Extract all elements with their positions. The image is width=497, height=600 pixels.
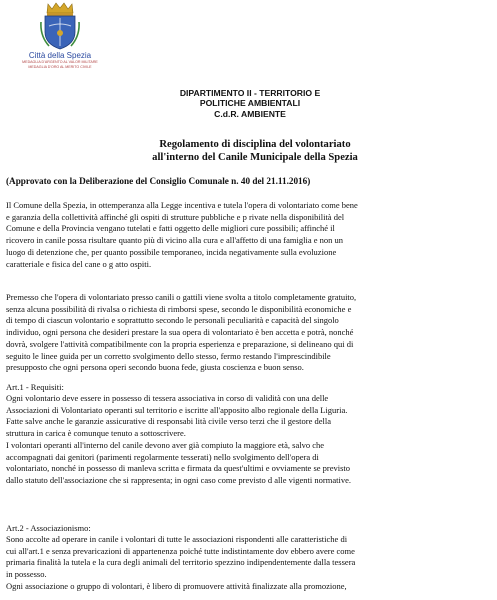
article-1-body [6,393,492,487]
text-line: caratteriale e fisica del cane o g atto ospiti. [6,258,152,269]
text-line: e garanzia della collettività affinché gli ospiti di strutture pubbliche e p rivate nella disponibilità del [6,211,345,222]
city-crest-icon [40,2,80,50]
intro-paragraph [6,200,492,270]
department-line: DIPARTIMENTO II - TERRITORIO E [179,88,321,98]
department-line: POLITICHE AMBIENTALI [199,98,301,109]
document-title [110,138,400,164]
text-line: seguito le linee guida per un corretto svolgimento dello stesso, fermo restando l'imprescindibile [6,350,331,361]
text-line: Associazioni di Volontariato operanti sul territorio e iscritte all'apposito albo regionale della Liguria. [6,404,348,415]
text-line: presupposto che ogni persona operi secondo buona fede, giusta coscienza e buon senso. [6,362,304,373]
medal-line: MEDAGLIA D'ORO AL MERITO CIVILE [28,65,92,69]
text-line: I volontari operanti all'interno del canile devono aver già compiuto la maggiore età, salvo che [6,439,325,450]
text-line: struttura in carica è comunque tenuto a sottoscrivere. [6,428,186,439]
text-line: Fatte salve anche le garanzie assicurative di responsabi lità civile verso terzi che il gestore della [6,416,331,427]
text-line: dallo statuto dell'associazione che si rappresenta; in ogni caso come previsto d alle vigenti normative. [6,474,351,485]
text-line: Ogni associazione o gruppo di volontari, è libero di promuovere attività finalizzate alla promozione, [6,580,347,591]
text-line: primaria finalità la tutela e la cura degli animali del territorio spezzino indipendentemente dalla tessera [6,557,356,568]
title-line: Regolamento di disciplina del volontariato [159,139,351,150]
text-line: Premesso che l'opera di volontariato presso canili o gattili viene svolta a titolo completamente gratuito, [6,292,357,302]
approval-note: (Approvato con la Deliberazione del Consiglio Comunale n. 40 del 21.11.2016) [6,176,311,186]
text-line: senza alcuna possibilità di rivalsa o richiesta di rimborsi spese, secondo le disponibilità economiche e [6,303,352,314]
text-line: ricovero in canile possa risultare quanto più di vicino alla cura e all'affetto di una famiglia e non un [6,235,344,246]
text-line: in possesso. [6,569,47,580]
text-line: Comune e della Provincia vengano tutelati e fatti oggetto delle migliori cure possibili; affinché il [6,223,335,234]
text-line: Il Comune della Spezia, in ottemperanza alla Legge incentiva e tutela l'opera di volontariato come bene [6,200,358,210]
text-line: dovrà, svolgere l'attività compatibilmente con la propria esperienza e preparazione, si delineano qui di [6,338,354,349]
city-logo [4,2,116,70]
article-1-heading: Art.1 - Requisiti: [6,382,64,392]
department-line: C.d.R. AMBIENTE [214,108,286,119]
article-2-body [6,534,492,593]
text-line: Ogni volontario deve essere in possesso di tessera associativa in corso di validità con una delle [6,393,329,403]
text-line: luogo di detenzione che, per quanto possibile temporaneo, incida negativamente sulla evoluzione [6,246,337,257]
text-line: cui all'art.1 e senza prevaricazioni di appartenenza poiché tutte indistintamente dov ebbero avere come [6,545,355,556]
text-line: Sono accolte ad operare in canile i volontari di tutte le associazioni rispondenti alle caratteristiche di [6,534,348,544]
premise-paragraph [6,292,492,374]
text-line: volontariato, nonché in possesso di manleva scritta e firmata da quest'ultimi e ovviamente se previsto [6,463,351,474]
medal-line: MEDAGLIA D'ARGENTO AL VALOR MILITARE [22,60,98,64]
text-line: individuo, ogni persona che desideri prestare la sua opera di volontariato è ben accetta e potrà, nonché [6,327,354,338]
article-2-heading: Art.2 - Associazionismo: [6,523,91,533]
text-line: accompagnati dai genitori (parimenti regolarmente tesserati) nello svolgimento dell'opera di [6,451,319,462]
department-heading [150,88,350,119]
text-line: di tempo di ciascun volontario e soprattutto secondo le personali peculiarità e capacità del singolo [6,315,339,326]
title-line: all'interno del Canile Municipale della Spezia [152,152,358,163]
city-name: Città della Spezia [28,51,92,60]
